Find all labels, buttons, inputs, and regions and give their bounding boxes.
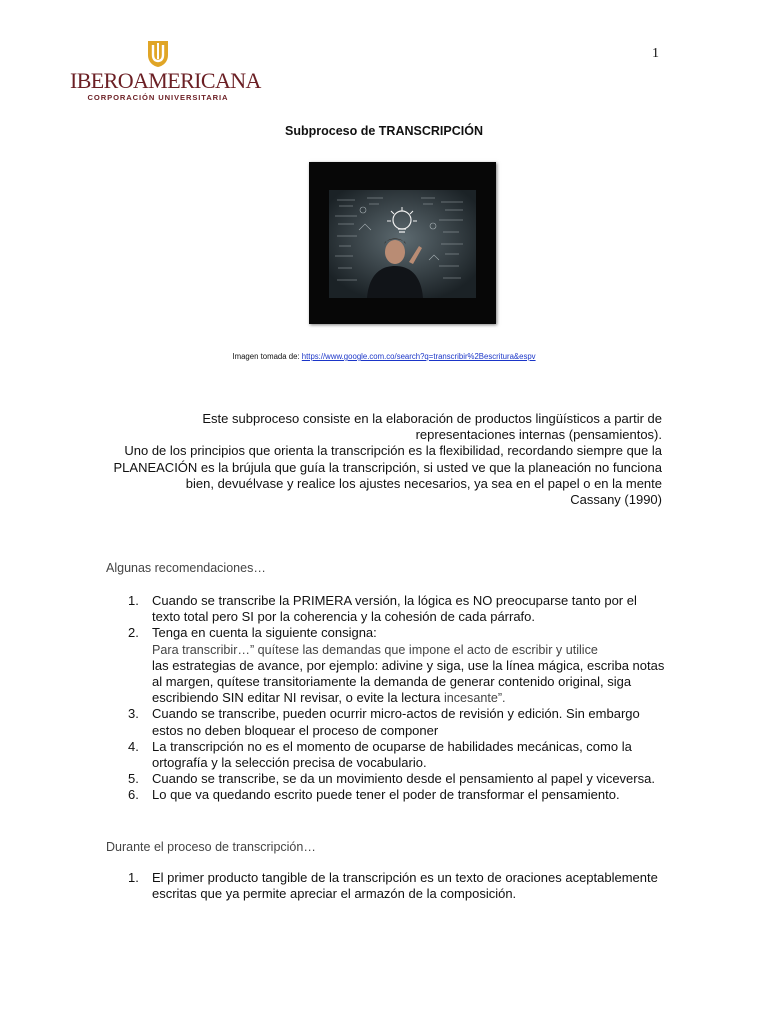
list-item-text: La transcripción no es el momento de ocuparse de habilidades mecánicas, como la ortografía y la selección precisa de vocabulario. [152, 738, 632, 771]
list-item-text: Lo que va quedando escrito puede tener el poder de transformar el pensamiento. [152, 787, 620, 803]
list-item [106, 771, 666, 787]
intro-citation: Cassany (1990) [570, 492, 662, 508]
illustration-image [309, 162, 496, 324]
list-item-text: Cuando se transcribe, se da un movimiento desde el pensamiento al papel y viceversa. [152, 771, 655, 787]
list-item [106, 625, 666, 706]
intro-line-2: representaciones internas (pensamientos). [415, 427, 662, 443]
list-item [106, 593, 666, 625]
during-process-list [106, 870, 666, 902]
list-item-text: Cuando se transcribe la PRIMERA versión, la lógica es NO preocuparse tanto por el texto total pero SI por la coherencia y la cohesión de cada párrafo. [152, 593, 637, 625]
institution-logo [70, 40, 261, 102]
list-number: 3. [128, 706, 139, 722]
list-item [106, 706, 666, 738]
logo-subtitle: CORPORACIÓN UNIVERSITARIA [87, 93, 229, 102]
list-item-text-continued: las estrategias de avance, por ejemplo: adivine y siga, use la línea mágica, escriba notas al margen, quítese transitoriamente la demanda de generar contenido original, siga escribiendo SIN editar NI revisar, o evite la lectura [152, 657, 665, 706]
list-item [106, 870, 666, 902]
intro-paragraph-2: Uno de los principios que orienta la transcripción es la flexibilidad, recordando siempre que la PLANEACIÓN es la brújula que guía la transcripción, si usted ve que la planeación no funciona bien, devuélvase y realice los ajustes necesarios, ya sea en el papel o en la mente [113, 443, 662, 491]
list-number: 4. [128, 738, 139, 754]
list-number: 1. [128, 593, 139, 608]
document-title: Subproceso de TRANSCRIPCIÓN [285, 124, 483, 138]
page-number: 1 [652, 46, 659, 61]
list-item [106, 739, 666, 771]
list-item-text: Cuando se transcribe, pueden ocurrir micro-actos de revisión y edición. Sin embargo estos no deben bloquear el proceso de componer [152, 706, 640, 738]
list-item-text: Tenga en cuenta la siguiente consigna: [152, 625, 377, 641]
logo-shield-icon [146, 40, 170, 68]
consigna-last-word: incesante”. [443, 691, 506, 706]
list-item [106, 787, 666, 803]
list-item-text: El primer producto tangible de la transcripción es un texto de oraciones aceptablemente escritas que ya permite apreciar el armazón de la composición. [152, 870, 658, 902]
intro-block [106, 411, 662, 508]
caption-prefix: Imagen tomada de: [232, 352, 300, 361]
consigna-text: Para transcribir…” quítese las demandas que impone el acto de escribir y utilice [152, 642, 598, 657]
image-caption [0, 352, 768, 361]
recommendations-list [106, 593, 666, 804]
list-number: 2. [128, 625, 139, 641]
list-number: 6. [128, 787, 139, 803]
caption-source-link[interactable]: https://www.google.com.co/search?q=transcribir%2Bescritura&espv [301, 352, 536, 361]
recommendations-heading: Algunas recomendaciones… [106, 561, 266, 575]
intro-line-1: Este subproceso consiste en la elaboración de productos lingüísticos a partir de [202, 411, 662, 426]
during-process-heading: Durante el proceso de transcripción… [106, 840, 316, 854]
logo-name: IBEROAMERICANA [70, 68, 261, 93]
list-number: 5. [128, 771, 139, 787]
list-number: 1. [128, 870, 139, 885]
person-lightbulb-chalkboard-photo-icon [329, 190, 476, 298]
